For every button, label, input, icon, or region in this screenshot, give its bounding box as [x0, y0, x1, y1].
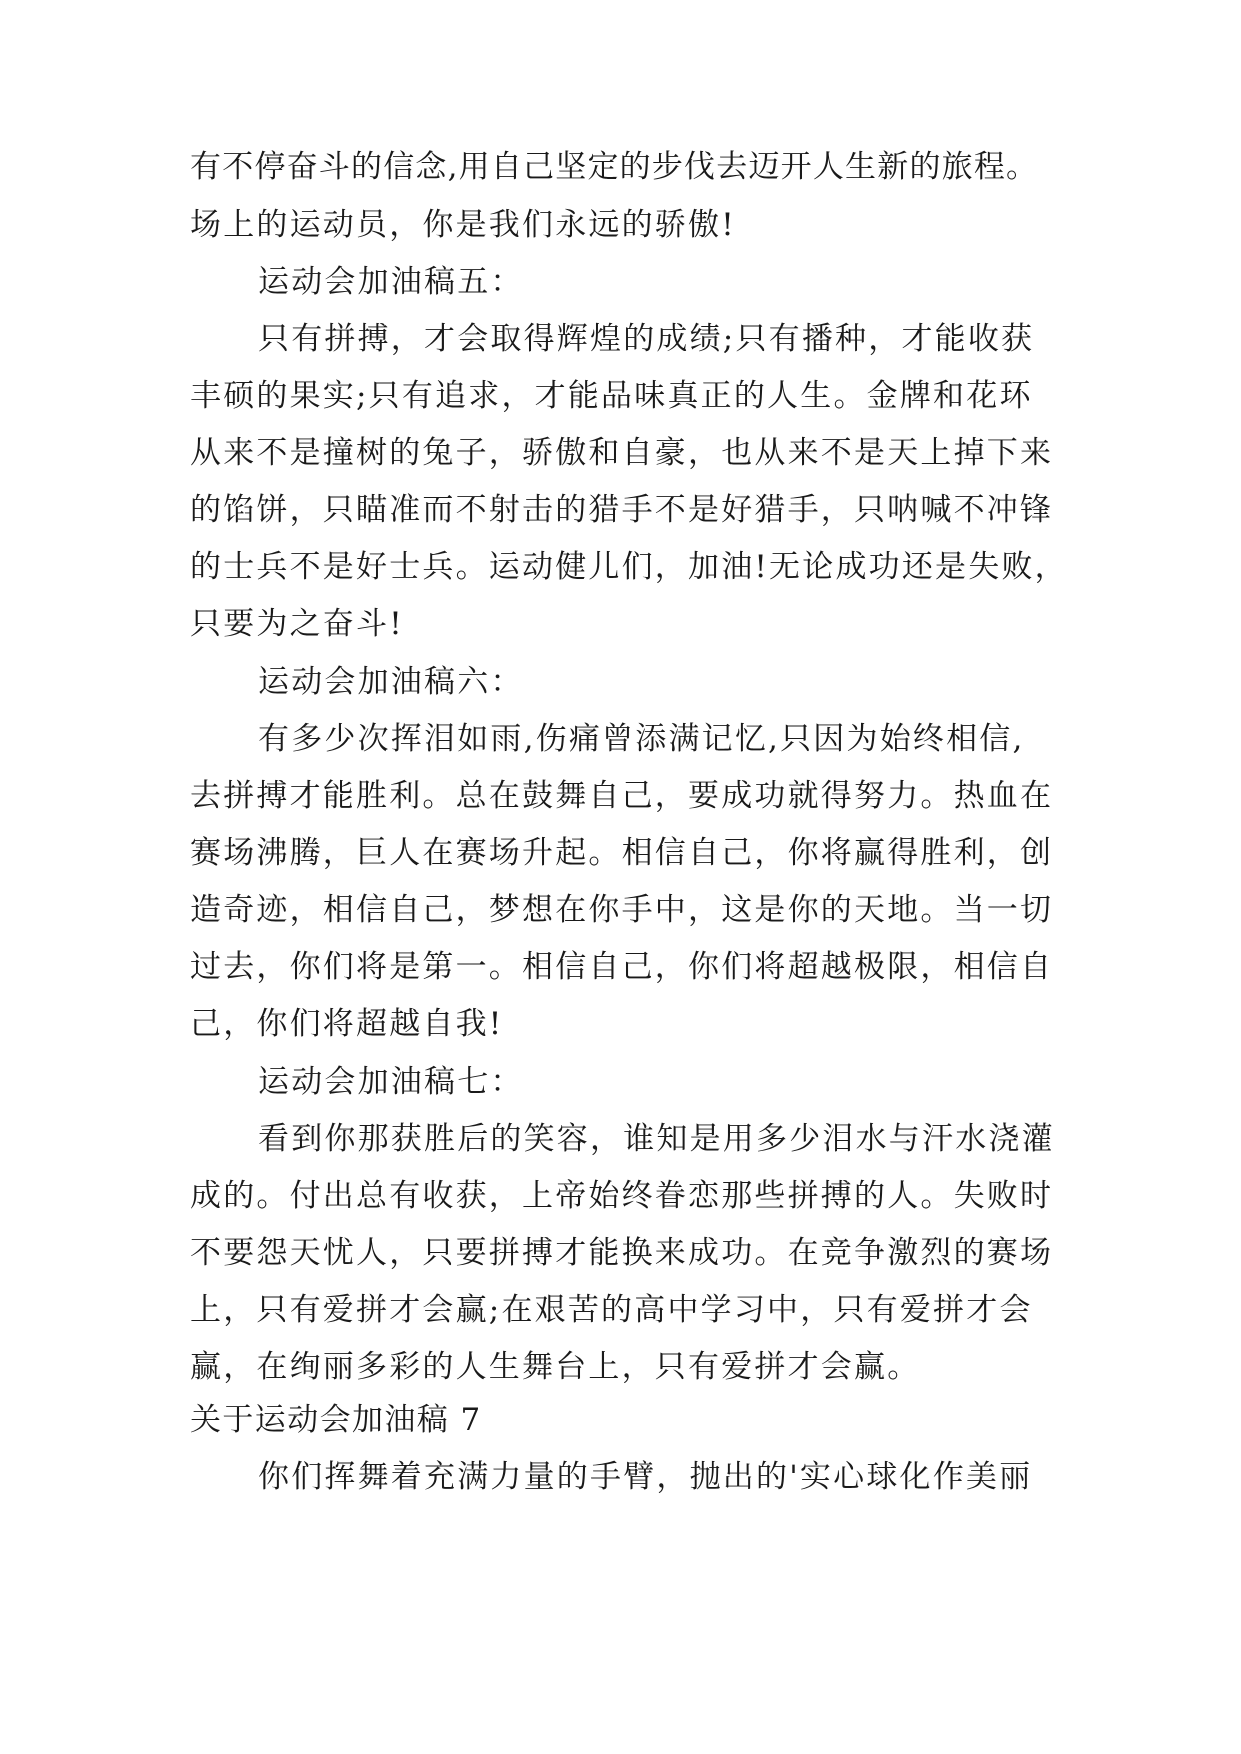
paragraph-line: 造奇迹，相信自己，梦想在你手中，这是你的天地。当一切	[190, 892, 1054, 928]
section-heading-six: 运动会加油稿六：	[258, 664, 524, 700]
paragraph-line: 有多少次挥泪如雨,伤痛曾添满记忆,只因为始终相信,	[258, 721, 1025, 757]
paragraph-line: 的馅饼，只瞄准而不射击的猎手不是好猎手，只呐喊不冲锋	[190, 492, 1054, 528]
paragraph-line: 过去，你们将是第一。相信自己，你们将超越极限，相信自	[190, 949, 1054, 985]
paragraph-line: 只要为之奋斗!	[190, 606, 404, 642]
paragraph-line: 己，你们将超越自我!	[190, 1006, 504, 1042]
section-heading-five: 运动会加油稿五：	[258, 264, 524, 300]
paragraph-line: 场上的运动员，你是我们永远的骄傲!	[190, 207, 736, 243]
paragraph-line: 看到你那获胜后的笑容，谁知是用多少泪水与汗水浇灌	[258, 1121, 1055, 1157]
paragraph-line: 有不停奋斗的信念,用自己坚定的步伐去迈开人生新的旅程。	[190, 149, 1039, 185]
paragraph-line: 从来不是撞树的兔子，骄傲和自豪，也从来不是天上掉下来	[190, 435, 1054, 471]
paragraph-line: 丰硕的果实;只有追求，才能品味真正的人生。金牌和花环	[190, 378, 1033, 414]
paragraph-line: 的士兵不是好士兵。运动健儿们，加油!无论成功还是失败，	[190, 549, 1068, 585]
paragraph-line: 去拼搏才能胜利。总在鼓舞自己，要成功就得努力。热血在	[190, 778, 1054, 814]
article-title: 关于运动会加油稿 7	[190, 1402, 482, 1438]
paragraph-line: 赢，在绚丽多彩的人生舞台上，只有爱拼才会赢。	[190, 1349, 921, 1385]
paragraph-line: 上，只有爱拼才会赢;在艰苦的高中学习中，只有爱拼才会	[190, 1292, 1033, 1328]
paragraph-line: 赛场沸腾，巨人在赛场升起。相信自己，你将赢得胜利，创	[190, 835, 1054, 871]
paragraph-line: 只有拼搏，才会取得辉煌的成绩;只有播种，才能收获	[258, 321, 1035, 357]
section-heading-seven: 运动会加油稿七：	[258, 1064, 524, 1100]
paragraph-line: 不要怨天忧人，只要拼搏才能换来成功。在竞争激烈的赛场	[190, 1235, 1054, 1271]
paragraph-line: 成的。付出总有收获，上帝始终眷恋那些拼搏的人。失败时	[190, 1178, 1054, 1214]
paragraph-line: 你们挥舞着充满力量的手臂，抛出的'实心球化作美丽	[258, 1459, 1033, 1495]
